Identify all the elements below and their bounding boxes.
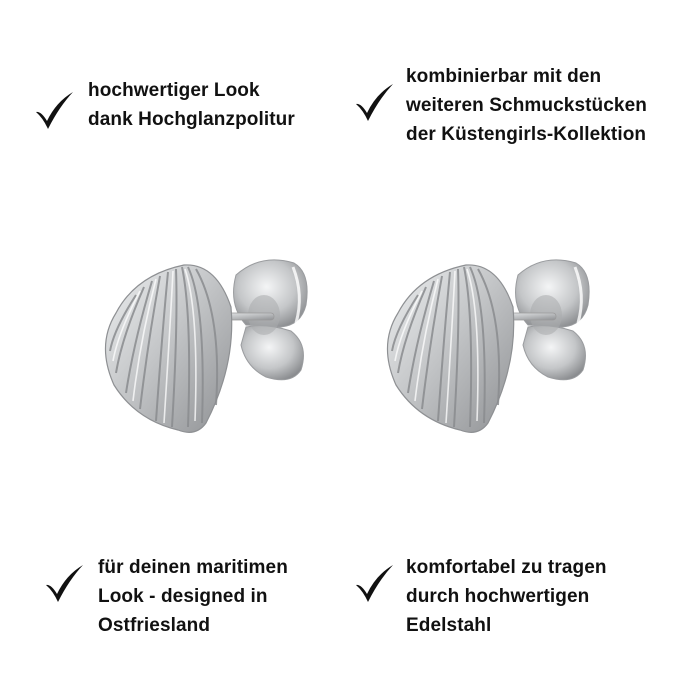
feature-text-line: der Küstengirls-Kollektion [406, 124, 647, 145]
feature-text-line: dank Hochglanzpolitur [88, 109, 295, 130]
feature-text-line: Ostfriesland [98, 615, 211, 636]
feature-1 [32, 76, 295, 134]
feature-1-text [88, 76, 295, 134]
shell [387, 265, 513, 432]
feature-3-text [98, 553, 288, 640]
checkmark-icon [42, 561, 86, 605]
feature-text-line: weiteren Schmuckstücken [406, 95, 647, 116]
feature-text-line: durch hochwertigen [406, 586, 590, 607]
feature-3 [42, 553, 288, 640]
checkmark-icon [352, 561, 396, 605]
feature-text-line: für deinen maritimen [98, 557, 288, 578]
feature-4-text [406, 553, 607, 640]
shell-earring-image [378, 245, 608, 445]
feature-text-line: Edelstahl [406, 615, 492, 636]
checkmark-icon [32, 88, 76, 132]
shell-earring-image [96, 245, 326, 445]
feature-2-text [406, 62, 647, 149]
feature-text-line: komfortabel zu tragen [406, 557, 607, 578]
feature-2 [352, 62, 647, 149]
feature-text-line: Look - designed in [98, 586, 268, 607]
feature-4 [352, 553, 607, 640]
feature-text-line: kombinierbar mit den [406, 66, 602, 87]
checkmark-icon [352, 80, 396, 124]
feature-text-line: hochwertiger Look [88, 80, 260, 101]
shell [105, 265, 231, 432]
